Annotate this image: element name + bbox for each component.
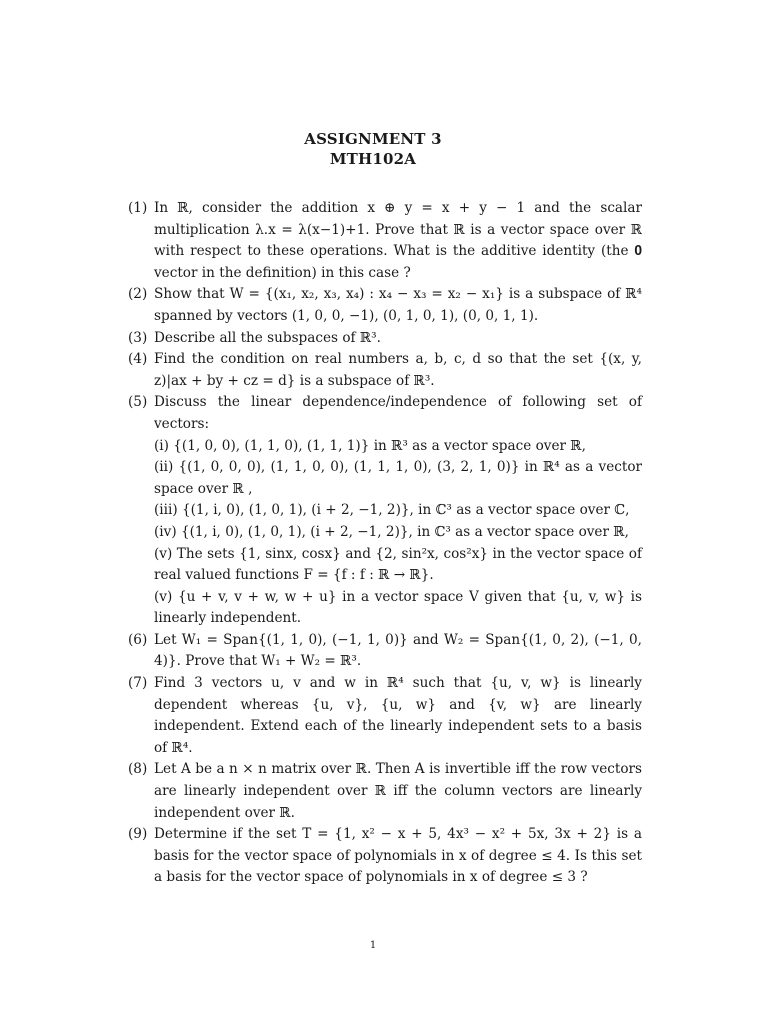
course-code: MTH102A <box>329 150 417 168</box>
problem-9 <box>128 824 642 889</box>
problem-number: (4) <box>128 351 148 368</box>
problem-text: Let W₁ = Span{(1, 1, 0), (−1, 1, 0)} and W₂ = Span{(1, 0, 2), (−1, 0, 4)}. Prove that W₁ + W₂ = ℝ³. <box>154 631 642 670</box>
subproblem-ii: (ii) {(1, 0, 0, 0), (1, 1, 0, 0), (1, 1, 1, 0), (3, 2, 1, 0)} in ℝ⁴ as a vector space over ℝ , <box>154 459 642 497</box>
problem-7 <box>128 673 642 759</box>
problem-number: (8) <box>128 761 148 778</box>
problem-text: Find 3 vectors u, v and w in ℝ⁴ such that {u, v, w} is linearly dependent whereas {u, v}, {u, w} and {v, w} are linearly independent. Extend each of the linearly independent sets to a basis of ℝ⁴. <box>154 675 642 756</box>
problem-1 <box>128 198 642 284</box>
problem-text: Discuss the linear dependence/independence of following set of vectors: <box>154 394 642 432</box>
problem-4 <box>128 349 642 392</box>
subproblem-iv: (iv) {(1, i, 0), (1, 0, 1), (i + 2, −1, 2)}, in ℂ³ as a vector space over ℝ, <box>154 523 629 540</box>
problem-number: (5) <box>128 394 148 411</box>
problem-number: (6) <box>128 631 148 648</box>
problem-number: (9) <box>128 826 148 843</box>
problem-5 <box>128 392 642 630</box>
subproblem-i: (i) {(1, 0, 0), (1, 1, 0), (1, 1, 1)} in ℝ³ as a vector space over ℝ, <box>154 437 586 454</box>
problem-list <box>128 198 642 889</box>
problem-3 <box>128 328 642 350</box>
problem-number: (7) <box>128 675 148 692</box>
problem-text: In ℝ, consider the addition x ⊕ y = x + y − 1 and the scalar multiplication λ.x = λ(x−1)+1. Prove that ℝ is a vector space over ℝ with respect to these operations. What is the additive identity (the 𝟎 vector in the definition) in this case ? <box>154 200 642 281</box>
subproblem-v-functions: (v) The sets {1, sinx, cosx} and {2, sin²x, cos²x} in the vector space of real valued functions F = {f : f : ℝ → ℝ}. <box>154 545 642 584</box>
subproblem-iii: (iii) {(1, i, 0), (1, 0, 1), (i + 2, −1, 2)}, in ℂ³ as a vector space over ℂ, <box>154 502 630 519</box>
problem-number: (2) <box>128 286 148 303</box>
problem-8 <box>128 759 642 824</box>
problem-text: Let A be a n × n matrix over ℝ. Then A is invertible iff the row vectors are linearly independent over ℝ iff the column vectors are linearly independent over ℝ. <box>154 761 642 821</box>
problem-number: (3) <box>128 329 148 346</box>
problem-number: (1) <box>128 200 148 216</box>
problem-text: Determine if the set T = {1, x² − x + 5, 4x³ − x² + 5x, 3x + 2} is a basis for the vector space of polynomials in x of degree ≤ 4. Is this set a basis for the vector space of polynomials in x of degree ≤ 3 ? <box>154 826 642 886</box>
problem-text: Find the condition on real numbers a, b, c, d so that the set {(x, y, z)|ax + by + cz = d} is a subspace of ℝ³. <box>154 351 642 389</box>
problem-text: Show that W = {(x₁, x₂, x₃, x₄) : x₄ − x₃ = x₂ − x₁} is a subspace of ℝ⁴ spanned by vectors (1, 0, 0, −1), (0, 1, 0, 1), (0, 0, 1, 1). <box>154 286 642 324</box>
problem-text: Describe all the subspaces of ℝ³. <box>154 329 381 346</box>
page-number: 1 <box>369 940 377 951</box>
subproblem-v-vectors: (v) {u + v, v + w, w + u} in a vector space V given that {u, v, w} is linearly independent. <box>154 588 642 627</box>
problem-6 <box>128 630 642 673</box>
problem-2 <box>128 284 642 327</box>
assignment-title: ASSIGNMENT 3 <box>304 130 442 148</box>
